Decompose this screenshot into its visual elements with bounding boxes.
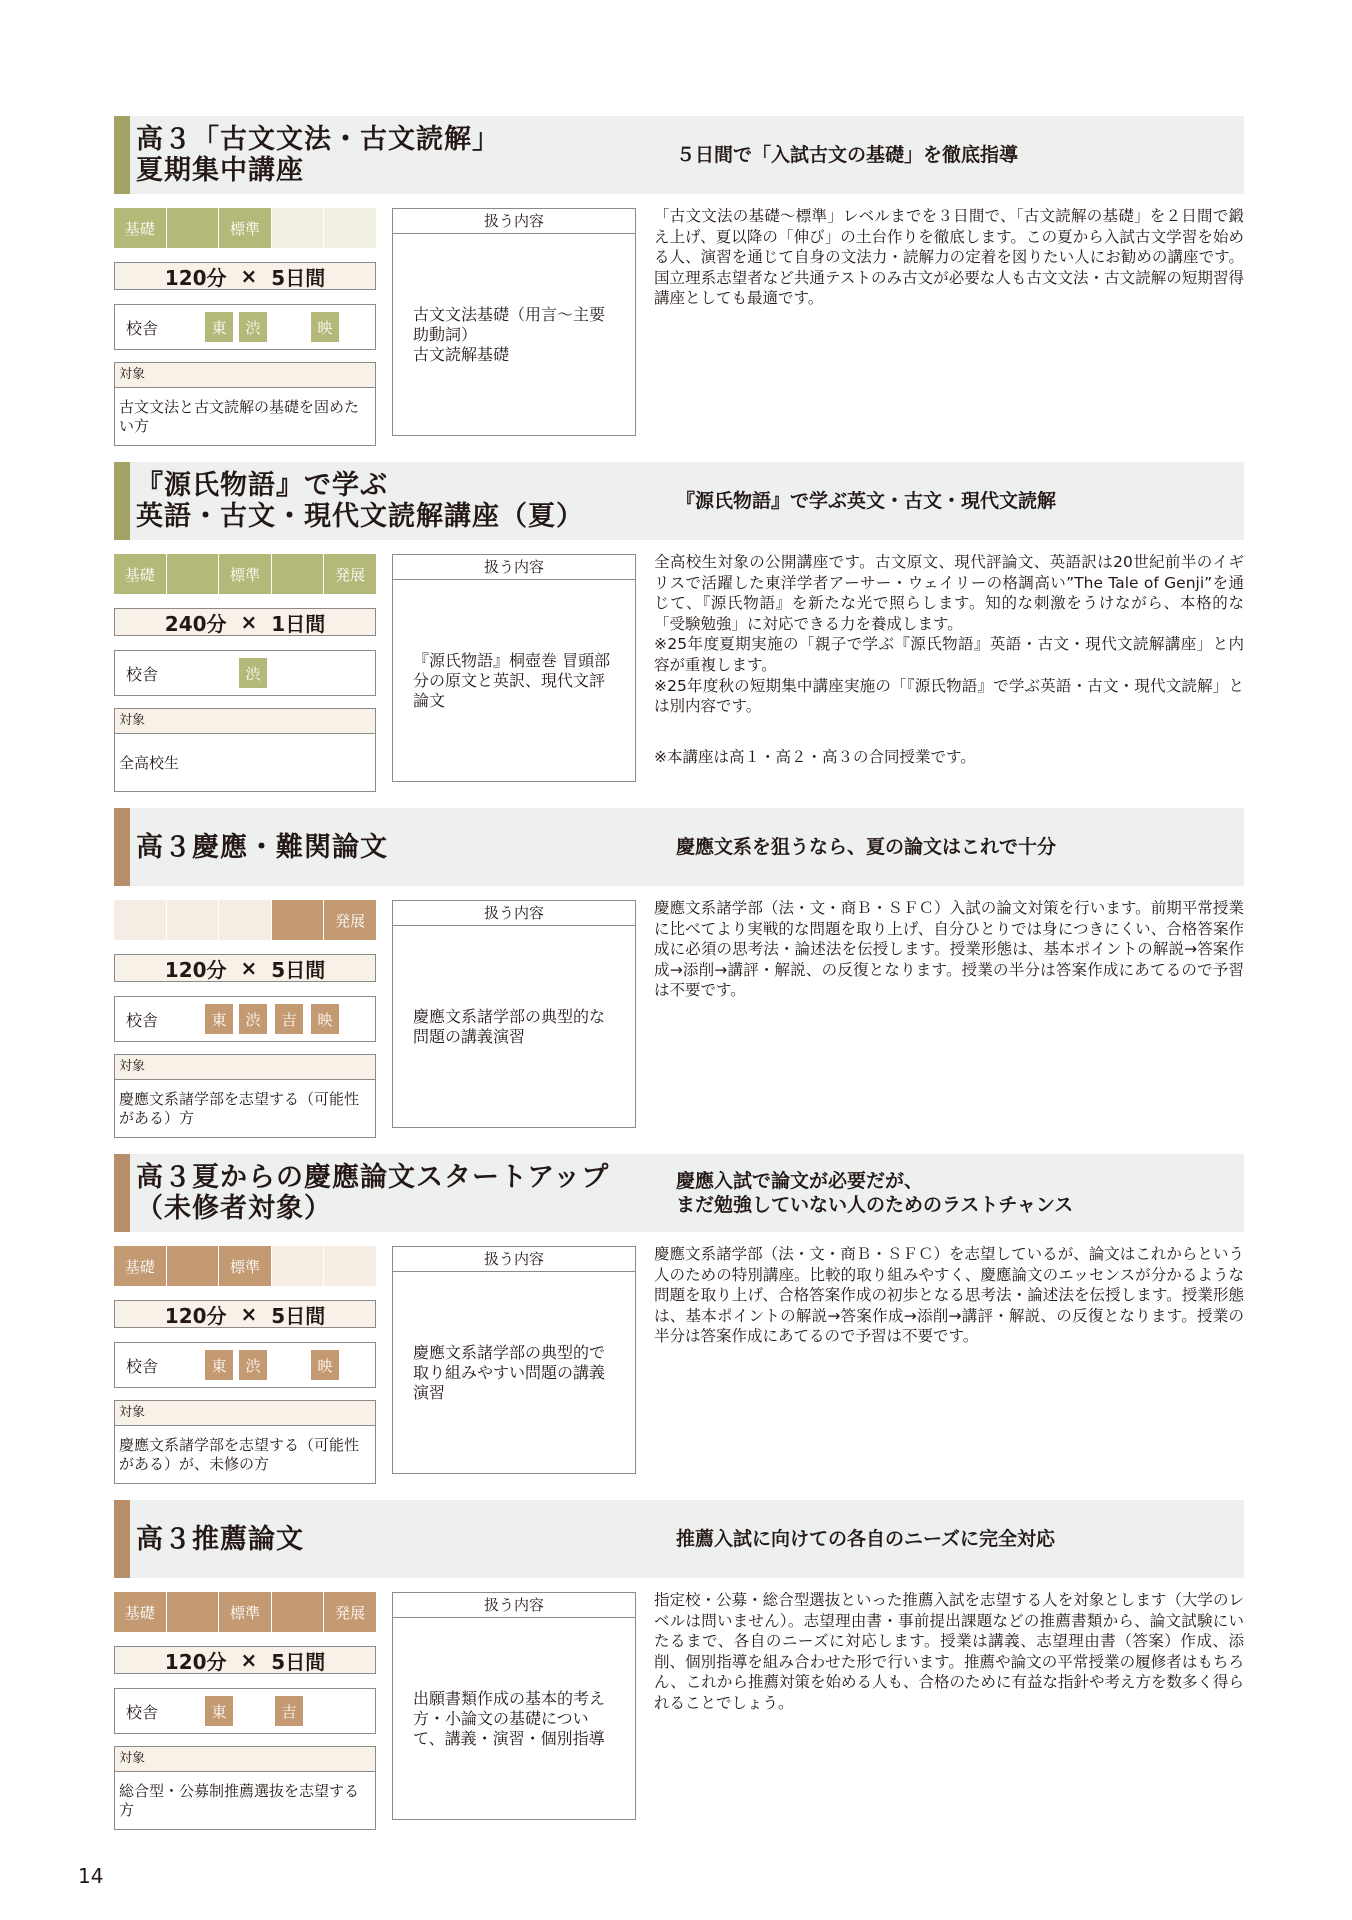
venue-label: 校舎 [125,1356,158,1376]
course-title [136,1154,656,1232]
course-header [114,1154,1244,1232]
level-cell [272,1246,324,1286]
venue-badge: 渋 [239,658,267,688]
level-indicator [114,1592,376,1632]
content-text: 『源氏物語』桐壺巻 冒頭部分の原文と英訳、現代文評論文 [413,651,611,710]
course-description [654,898,1244,1001]
venue-badge: 渋 [239,1350,267,1380]
target-text: 全高校生 [119,753,180,772]
target-text: 慶應文系諸学部を志望する（可能性がある）が、未修の方 [119,1436,360,1473]
course-catchphrase [676,1500,1236,1578]
class-minutes: 120分 [164,265,227,290]
level-cell [167,900,219,940]
course-catchphrase-line: 『源氏物語』で学ぶ英文・古文・現代文読解 [676,490,1057,512]
content-text: 古文文法基礎（用言～主要助動詞） 古文読解基礎 [413,305,606,364]
level-indicator [114,1246,376,1286]
course-catchphrase-line: 慶應文系を狙うなら、夏の論文はこれで十分 [676,836,1057,858]
venue-box [114,650,376,696]
level-cell: 標準 [219,1592,271,1632]
course-title-line: 英語・古文・現代文読解講座（夏） [136,501,584,532]
content-box [392,554,636,782]
level-cell [272,208,324,248]
course-title-line: 高３「古文文法・古文読解」 [136,124,500,155]
content-box [392,1592,636,1820]
venue-badge: 映 [311,1004,339,1034]
course-catchphrase [676,462,1236,540]
target-box [114,1746,376,1830]
venue-badge: 東 [205,1696,233,1726]
target-box [114,1400,376,1484]
course-block [114,116,1244,454]
level-indicator [114,900,376,940]
times-sign: × [240,956,258,980]
course-block [114,462,1244,800]
schedule-box [114,1646,376,1674]
venue-badge: 映 [311,1350,339,1380]
level-cell: 発展 [324,1592,376,1632]
venue-label: 校舎 [125,1702,158,1722]
target-text: 慶應文系諸学部を志望する（可能性がある）方 [119,1090,360,1127]
level-cell [219,900,271,940]
content-text: 出願書類作成の基本的考え方・小論文の基礎について、講義・演習・個別指導 [413,1689,606,1748]
course-block [114,808,1244,1146]
content-label: 扱う内容 [393,1247,635,1272]
description-text: 「古文文法の基礎～標準」レベルまでを３日間で、「古文読解の基礎」を２日間で鍛え上げ、夏以降の「伸び」の土台作りを徹底します。この夏から入試古文学習を始める人、演習を通じて自身の文法力・読解力の定着を図りたい人にお勧めの講座です。国立理系志望者など共通テストのみ古文が必要な人も古文文法・古文読解の短期習得講座としても最適です。 [654,207,1244,308]
content-text: 慶應文系諸学部の典型的で取り組みやすい問題の講義演習 [413,1343,606,1402]
times-sign: × [240,610,258,634]
course-description [654,552,1244,767]
level-cell: 基礎 [114,208,166,248]
course-header [114,1500,1244,1578]
course-catchphrase-line: まだ勉強していない人のためのラストチャンス [676,1194,1074,1216]
content-box [392,1246,636,1474]
target-box [114,708,376,792]
level-cell [272,554,324,594]
course-title [136,1500,656,1578]
content-box [392,900,636,1128]
class-minutes: 240分 [164,611,227,636]
course-title [136,116,656,194]
level-cell [167,554,219,594]
level-cell [114,900,166,940]
venue-badge: 東 [205,1004,233,1034]
level-cell: 基礎 [114,1592,166,1632]
times-sign: × [240,1302,258,1326]
target-label: 対象 [115,709,375,734]
course-description [654,1590,1244,1714]
class-days: 5日間 [271,957,326,982]
level-cell: 標準 [219,208,271,248]
target-box [114,1054,376,1138]
course-title [136,462,656,540]
level-cell [167,208,219,248]
course-title-line: （未修者対象） [136,1193,332,1224]
target-text: 総合型・公募制推薦選抜を志望する方 [119,1782,360,1819]
venue-label: 校舎 [125,318,158,338]
content-label: 扱う内容 [393,901,635,926]
description-text: 慶應文系諸学部（法・文・商Ｂ・ＳＦＣ）を志望しているが、論文はこれからという人のための特別講座。比較的取り組みやすく、慶應論文のエッセンスが分かるような問題を取り上げ、合格答案作成の初歩となる思考法・論述法を伝授します。授業形態は、基本ポイントの解説→答案作成→添削→講評・解説、の反復となります。授業の半分は答案作成にあてるので予習は不要です。 [654,1245,1244,1346]
venue-label: 校舎 [125,664,158,684]
level-indicator [114,208,376,248]
content-label: 扱う内容 [393,555,635,580]
class-days: 1日間 [271,611,326,636]
venue-badge: 吉 [275,1004,303,1034]
accent-bar [114,1154,130,1232]
level-cell: 標準 [219,554,271,594]
content-label: 扱う内容 [393,209,635,234]
venue-box [114,996,376,1042]
level-cell: 基礎 [114,1246,166,1286]
course-title-line: 高３慶應・難関論文 [136,831,388,863]
level-cell [167,1246,219,1286]
class-minutes: 120分 [164,1303,227,1328]
accent-bar [114,1500,130,1578]
target-label: 対象 [115,1747,375,1772]
course-description [654,206,1244,309]
schedule-box [114,262,376,290]
description-text: 全高校生対象の公開講座です。古文原文、現代評論文、英語訳は20世紀前半のイギリスで活躍した東洋学者アーサー・ウェイリーの格調高い”The Tale of Genji”を通じて、『源氏物語』を新たな光で照らします。知的な刺激をうけながら、本格的な「受験勉強」に対応できる力を養成します。 ※25年度夏期実施の「親子で学ぶ『源氏物語』英語・古文・現代文読解講座」と内容が重複します。 ※25年度秋の短期集中講座実施の「『源氏物語』で学ぶ英語・古文・現代文読解」とは別内容です。 [654,553,1244,716]
times-sign: × [240,264,258,288]
venue-badge: 吉 [275,1696,303,1726]
level-cell [324,1246,376,1286]
course-catchphrase [676,1154,1236,1232]
course-header [114,116,1244,194]
venue-badge: 東 [205,1350,233,1380]
course-catchphrase [676,116,1236,194]
page-number: 14 [78,1864,104,1888]
schedule-box [114,608,376,636]
venue-badge: 渋 [239,312,267,342]
level-cell: 基礎 [114,554,166,594]
target-label: 対象 [115,363,375,388]
target-label: 対象 [115,1055,375,1080]
course-catchphrase-line: ５日間で「入試古文の基礎」を徹底指導 [676,144,1019,166]
class-days: 5日間 [271,1649,326,1674]
accent-bar [114,116,130,194]
content-label: 扱う内容 [393,1593,635,1618]
course-block [114,1154,1244,1492]
level-cell: 発展 [324,554,376,594]
description-text: 慶應文系諸学部（法・文・商Ｂ・ＳＦＣ）入試の論文対策を行います。前期平常授業に比べてより実戦的な問題を取り上げ、自分ひとりでは身につきにくい、合格答案作成に必須の思考法・論述法を伝授します。授業形態は、基本ポイントの解説→答案作成→添削→講評・解説、の反復となります。授業の半分は答案作成にあてるので予習は不要です。 [654,899,1244,1000]
content-text: 慶應文系諸学部の典型的な問題の講義演習 [413,1007,606,1046]
venue-badge: 渋 [239,1004,267,1034]
course-title-line: 高３推薦論文 [136,1523,304,1555]
class-minutes: 120分 [164,1649,227,1674]
class-minutes: 120分 [164,957,227,982]
level-cell: 標準 [219,1246,271,1286]
content-box [392,208,636,436]
course-catchphrase [676,808,1236,886]
level-cell [167,1592,219,1632]
venue-box [114,304,376,350]
accent-bar [114,808,130,886]
accent-bar [114,462,130,540]
schedule-box [114,954,376,982]
course-catchphrase-line: 推薦入試に向けての各自のニーズに完全対応 [676,1528,1056,1550]
level-cell [272,1592,324,1632]
level-cell [272,900,324,940]
target-box [114,362,376,446]
description-text: 指定校・公募・総合型選抜といった推薦入試を志望する人を対象とします（大学のレベルは問いません）。志望理由書・事前提出課題などの推薦書類から、論文試験にいたるまで、各自のニーズに対応します。授業は講義、志望理由書（答案）作成、添削、個別指導を組み合わせた形で行います。推薦や論文の平常授業の履修者はもちろん、これから推薦対策を始める人も、合格のために有益な指針や考え方を数多く得られることでしょう。 [654,1591,1244,1712]
target-text: 古文文法と古文読解の基礎を固めたい方 [119,398,360,435]
schedule-box [114,1300,376,1328]
course-block [114,1500,1244,1838]
course-title-line: 高３夏からの慶應論文スタートアップ [136,1162,610,1193]
venue-badge: 東 [205,312,233,342]
times-sign: × [240,1648,258,1672]
course-title-line: 夏期集中講座 [136,155,304,186]
course-description [654,1244,1244,1347]
venue-box [114,1342,376,1388]
course-header [114,462,1244,540]
course-catchphrase-line: 慶應入試で論文が必要だが、 [676,1170,924,1192]
venue-badge: 映 [311,312,339,342]
course-header [114,808,1244,886]
course-title-line: 『源氏物語』で学ぶ [136,470,388,501]
venue-label: 校舎 [125,1010,158,1030]
description-note: ※本講座は高１・高２・高３の合同授業です。 [654,747,976,766]
level-indicator [114,554,376,594]
level-cell [324,208,376,248]
venue-box [114,1688,376,1734]
class-days: 5日間 [271,265,326,290]
class-days: 5日間 [271,1303,326,1328]
level-cell: 発展 [324,900,376,940]
course-title [136,808,656,886]
target-label: 対象 [115,1401,375,1426]
